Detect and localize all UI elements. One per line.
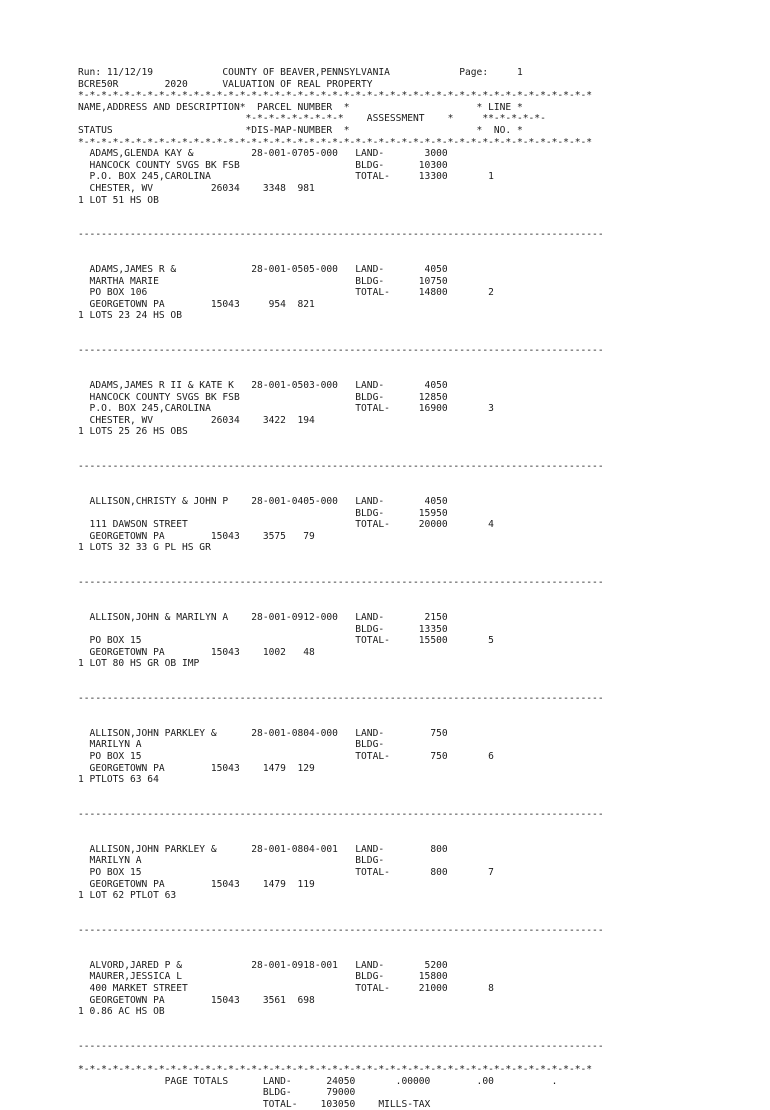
record-line: GEORGETOWN PA 15043 3575 79 — [78, 530, 315, 542]
record-line: 1 LOTS 25 26 HS OBS — [78, 426, 188, 438]
dash-separator: ------------------------------------------------------------------------------------------- — [78, 229, 604, 241]
star-separator: *-*-*-*-*-*-*-*-*-*-*-*-*-*-*-*-*-*-*-*-*-*-*-*-*-*-*-*-*-*-*-*-*-*-*-*-*-*-*-*-*-*-*-*-* — [78, 136, 593, 148]
record-line: ALLISON,CHRISTY & JOHN P 28-001-0405-000 LAND- 4050 — [78, 495, 448, 507]
report-header-line-2: BCRE50R 2020 VALUATION OF REAL PROPERTY — [78, 78, 373, 90]
record-line: PO BOX 15 TOTAL- 15500 5 — [78, 635, 494, 647]
column-header-line-3: STATUS *DIS-MAP-NUMBER * * NO. * — [78, 124, 523, 136]
record-line: HANCOCK COUNTY SVGS BK FSB BLDG- 12850 — [78, 391, 448, 403]
dash-separator: ------------------------------------------------------------------------------------------- — [78, 809, 604, 820]
record-line: CHESTER, WV 26034 3422 194 — [78, 414, 315, 426]
dash-separator: ------------------------------------------------------------------------------------------- — [78, 577, 604, 589]
record-line: GEORGETOWN PA 15043 954 821 — [78, 298, 315, 310]
record-line: HANCOCK COUNTY SVGS BK FSB BLDG- 10300 — [78, 159, 448, 171]
record-line: MARTHA MARIE BLDG- 10750 — [78, 275, 448, 287]
property-record — [78, 496, 604, 612]
star-separator: *-*-*-*-*-*-*-*-*-*-*-*-*-*-*-*-*-*-*-*-*-*-*-*-*-*-*-*-*-*-*-*-*-*-*-*-*-*-*-*-*-*-*-*-* — [78, 90, 593, 102]
property-record — [78, 844, 604, 960]
record-line: P.O. BOX 245,CAROLINA TOTAL- 16900 3 — [78, 403, 494, 415]
dash-separator: ------------------------------------------------------------------------------------------- — [78, 1040, 604, 1052]
record-line: GEORGETOWN PA 15043 1479 129 — [78, 762, 315, 774]
record-line: ALLISON,JOHN PARKLEY & 28-001-0804-000 LAND- 750 — [78, 727, 448, 739]
record-line: ADAMS,JAMES R II & KATE K 28-001-0503-000 LAND- 4050 — [78, 380, 448, 392]
record-line: 1 LOT 62 PTLOT 63 — [78, 890, 177, 902]
record-line: 1 LOT 51 HS OB — [78, 194, 159, 206]
record-line: BLDG- 15950 — [78, 507, 448, 519]
property-record — [78, 960, 604, 1053]
property-record — [78, 264, 604, 380]
record-line: PO BOX 106 TOTAL- 14800 2 — [78, 287, 494, 299]
report-page — [78, 67, 604, 1110]
property-record — [78, 148, 604, 264]
record-line: 400 MARKET STREET TOTAL- 21000 8 — [78, 982, 494, 994]
dash-separator: ------------------------------------------------------------------------------------------- — [78, 924, 604, 936]
record-line: MARILYN A BLDG- — [78, 855, 385, 867]
record-line: 1 LOTS 32 33 G PL HS GR — [78, 542, 211, 554]
record-line: GEORGETOWN PA 15043 1479 119 — [78, 878, 315, 890]
page-totals-line-2: BLDG- 79000 — [78, 1087, 356, 1099]
record-line: PO BOX 15 TOTAL- 750 6 — [78, 751, 494, 763]
record-line: GEORGETOWN PA 15043 3561 698 — [78, 994, 315, 1006]
page-totals-line-1: PAGE TOTALS LAND- 24050 .00000 .00 . — [78, 1075, 558, 1087]
record-line: P.O. BOX 245,CAROLINA TOTAL- 13300 1 — [78, 171, 494, 183]
record-line: ADAMS,GLENDA KAY & 28-001-0705-000 LAND- 3000 — [78, 148, 448, 160]
record-line: MAURER,JESSICA L BLDG- 15800 — [78, 971, 448, 983]
record-line: MARILYN A BLDG- — [78, 739, 385, 751]
record-line: ALVORD,JARED P & 28-001-0918-001 LAND- 5200 — [78, 959, 448, 971]
record-line: PO BOX 15 TOTAL- 800 7 — [78, 866, 494, 878]
record-line: 111 DAWSON STREET TOTAL- 20000 4 — [78, 519, 494, 531]
page-totals-line-3: TOTAL- 103050 MILLS-TAX — [78, 1098, 431, 1110]
dash-separator: ------------------------------------------------------------------------------------------- — [78, 345, 604, 357]
record-line: ALLISON,JOHN & MARILYN A 28-001-0912-000 LAND- 2150 — [78, 611, 448, 623]
record-line: 1 PTLOTS 63 64 — [78, 774, 159, 786]
dash-separator: ------------------------------------------------------------------------------------------- — [78, 461, 604, 473]
dash-separator: ------------------------------------------------------------------------------------------- — [78, 693, 604, 705]
record-line: ALLISON,JOHN PARKLEY & 28-001-0804-001 LAND- 800 — [78, 843, 448, 855]
record-line: BLDG- 13350 — [78, 623, 448, 635]
record-line: CHESTER, WV 26034 3348 981 — [78, 182, 315, 194]
property-record — [78, 380, 604, 496]
totals-star-separator: *-*-*-*-*-*-*-*-*-*-*-*-*-*-*-*-*-*-*-*-*-*-*-*-*-*-*-*-*-*-*-*-*-*-*-*-*-*-*-*-*-*-*-*-* — [78, 1064, 593, 1076]
property-record — [78, 728, 604, 844]
column-header-line-1: NAME,ADDRESS AND DESCRIPTION* PARCEL NUMBER * * LINE * — [78, 101, 523, 113]
record-line: ADAMS,JAMES R & 28-001-0505-000 LAND- 4050 — [78, 264, 448, 276]
record-line: 1 LOT 80 HS GR OB IMP — [78, 658, 200, 670]
column-header-line-2: *-*-*-*-*-*-*-*-* ASSESSMENT * **-*-*-*-*- — [78, 113, 546, 125]
record-line: 1 LOTS 23 24 HS OB — [78, 310, 182, 322]
record-line: 1 0.86 AC HS OB — [78, 1006, 165, 1018]
report-header-line-1: Run: 11/12/19 COUNTY OF BEAVER,PENNSYLVANIA Page: 1 — [78, 67, 523, 78]
property-record — [78, 612, 604, 728]
record-line: GEORGETOWN PA 15043 1002 48 — [78, 646, 315, 658]
records-list — [78, 148, 604, 1052]
